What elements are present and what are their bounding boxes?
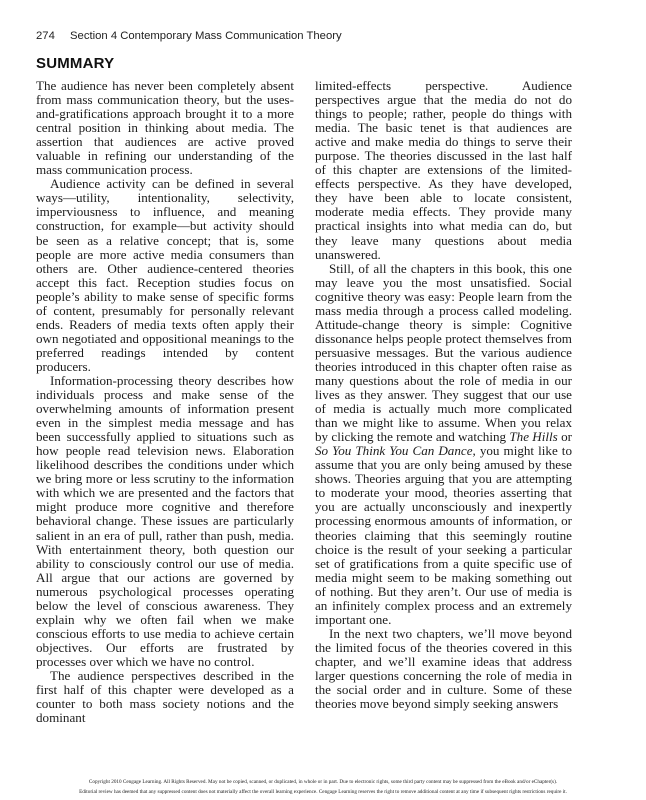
show-title-the-hills: The Hills bbox=[509, 429, 558, 445]
page-number: 274 bbox=[36, 30, 55, 42]
paragraph: limited-effects perspective. Audience perspectives argue that the media do not do things to people; rather, people do things with media. The basic tenet is that audiences are active and make media do things to serve their purpose. The theories discussed in the last half of this chapter are extensions of the limited-effects perspective. As they have developed, they have been able to locate consistent, moderate media effects. They provide many practical insights into what media can do, but they leave many questions about media unanswered. bbox=[315, 78, 572, 262]
running-title: Section 4 Contemporary Mass Communication Theory bbox=[70, 30, 342, 42]
paragraph: Information-processing theory describes how individuals process and make sense of the overwhelming amounts of information present even in the simplest media message and has been successfully applied to situations such as how people read television news. Elaboration likelihood describes the conditions under which we bring more or less scrutiny to the information with which we are presented and the factors that might produce more cognitive and therefore behavioral change. These issues are particularly salient in an era of pull, rather than push, media. With entertainment theory, both question our ability to consciously control our use of media. All argue that our actions are governed by numerous psychological processes operating below the level of conscious awareness. They explain why we often fail when we make conscious efforts to use media to achieve certain objectives. Our efforts are frustrated by processes over which we have no control. bbox=[36, 372, 294, 669]
paragraph bbox=[315, 262, 572, 627]
paragraph: Audience activity can be defined in several ways—utility, intentionality, selectivity, imperviousness to influence, and meaning construction, for example—but activity should be seen as a relative concept; that is, some people are more active media consumers than others are. Other audience-centered theories accept this fact. Reception studies focus on people’s ability to make sense of specific forms of content, presumably for personally relevant ends. Readers of media texts often apply their own negotiated and oppositional meanings to the preferred readings intended by content producers. bbox=[36, 176, 294, 374]
paragraph: The audience perspectives described in the first half of this chapter were developed as a counter to both mass society notions and the dominant bbox=[36, 667, 294, 726]
paragraph-text: Still, of all the chapters in this book, this one may leave you the most unsatisfied. Social cognitive theory was easy: People learn from the mass media through a process called modeling. Attitude-change theory is simple: Cognitive dissonance helps people protect themselves from persuasive messages. But the various audience theories introduced in this chapter often raise as many questions about the role of media in our lives as they answer. They suggest that our use of media is actually much more complicated than we might like to assume. When you relax by clicking the remote and watching bbox=[315, 260, 572, 445]
editorial-notice: Editorial review has deemed that any suppressed content does not materially affect the overall learning experience. Cengage Learning reserves the right to remove additional content at any time if subsequent rights restrictions require it. bbox=[79, 789, 567, 795]
running-head bbox=[36, 30, 342, 42]
left-column bbox=[36, 79, 294, 725]
paragraph-text: you might like to assume that you are only being amused by these shows. Theories arguing that you are attempting to moderate your mood, theories asserting that you are actually unconsciously and inexpertly processing enormous amounts of information, or theories claiming that this seemingly routine choice is the result of your seeking a particular set of gratifications from a quite specific use of media might seem to be making something out of nothing. But they aren’t. Our use of media is an infinitely complex process and an extremely important one. bbox=[315, 443, 572, 627]
copyright-notice: Copyright 2010 Cengage Learning. All Rights Reserved. May not be copied, scanned, or duplicated, in whole or in part. Due to electronic rights, some third party content may be suppressed from the eBook and/or eChapter(s). bbox=[88, 779, 558, 785]
paragraph-text: or bbox=[557, 429, 572, 445]
right-column bbox=[315, 79, 572, 711]
section-heading: SUMMARY bbox=[36, 55, 115, 72]
paragraph: In the next two chapters, we’ll move beyond the limited focus of the theories covered in this chapter, and we’ll examine ideas that address larger questions concerning the role of media in the social order and in culture. Some of these theories move beyond simply seeking answers bbox=[315, 625, 572, 712]
paragraph: The audience has never been completely absent from mass communication theory, but the uses-and-gratifications approach brought it to a more central position in thinking about media. The assertion that audiences are active proved valuable in refining our understanding of the mass communication process. bbox=[36, 78, 294, 178]
show-title-so-you-think-you-can-dance: So You Think You Can Dance, bbox=[315, 443, 476, 459]
